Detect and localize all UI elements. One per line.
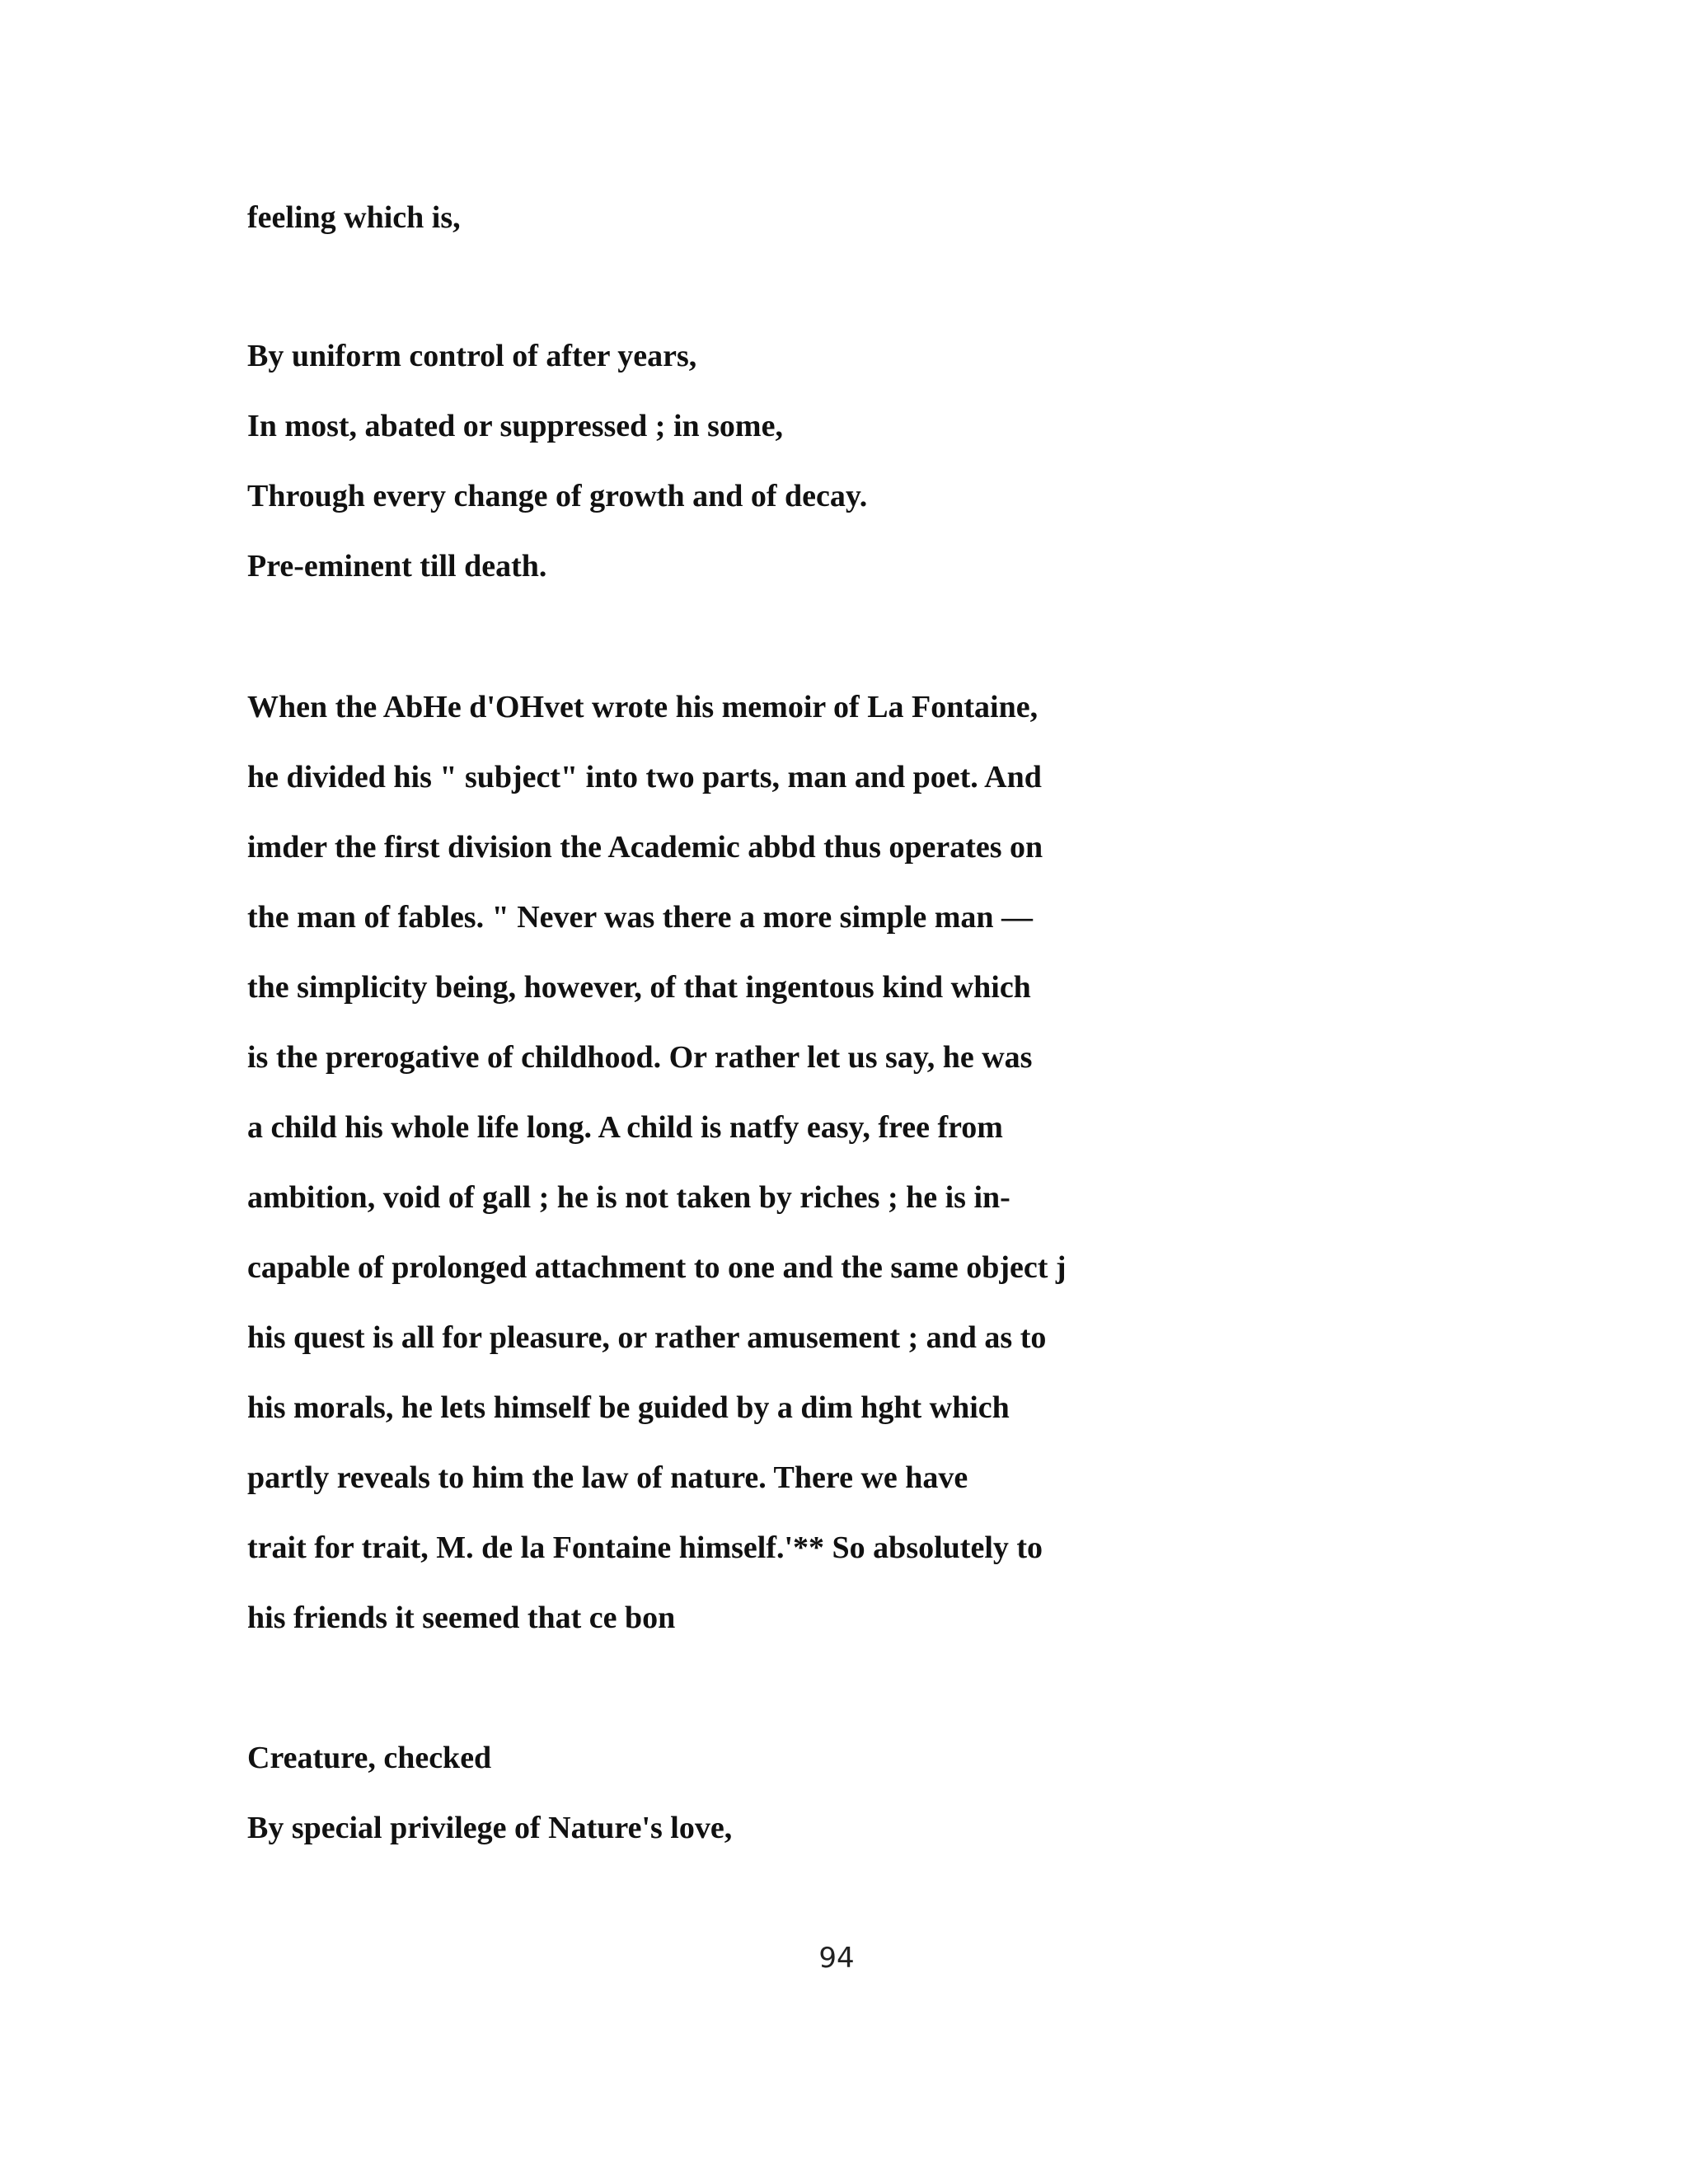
prose-line: trait for trait, M. de la Fontaine himself.'** So absolutely to [247, 1530, 1043, 1565]
prose-line: the simplicity being, however, of that ingentous kind which [247, 970, 1031, 1005]
page-number: 94 [818, 1942, 855, 1975]
verse-line: Pre-eminent till death. [247, 549, 547, 583]
prose-line: imder the first division the Academic abbd thus operates on [247, 830, 1043, 865]
verse-line: feeling which is, [247, 200, 461, 235]
prose-line: is the prerogative of childhood. Or rather let us say, he was [247, 1040, 1033, 1075]
prose-line: a child his whole life long. A child is natfy easy, free from [247, 1110, 1003, 1145]
verse-line: By special privilege of Nature's love, [247, 1811, 733, 1845]
verse-line: Creature, checked [247, 1741, 492, 1775]
prose-line: When the AbHe d'OHvet wrote his memoir of La Fontaine, [247, 690, 1039, 724]
verse-line: By uniform control of after years, [247, 339, 697, 373]
prose-line: the man of fables. " Never was there a more simple man — [247, 900, 1034, 935]
prose-line: ambition, void of gall ; he is not taken by riches ; he is in- [247, 1180, 1010, 1215]
prose-line: he divided his " subject" into two parts, man and poet. And [247, 760, 1042, 794]
prose-line: capable of prolonged attachment to one and the same object j [247, 1250, 1067, 1285]
prose-line: his friends it seemed that ce bon [247, 1601, 676, 1635]
prose-line: partly reveals to him the law of nature. There we have [247, 1460, 968, 1495]
prose-line: his quest is all for pleasure, or rather amusement ; and as to [247, 1320, 1047, 1355]
verse-line: In most, abated or suppressed ; in some, [247, 409, 783, 443]
prose-line: his morals, he lets himself be guided by a dim hght which [247, 1390, 1010, 1425]
verse-line: Through every change of growth and of decay. [247, 479, 868, 513]
